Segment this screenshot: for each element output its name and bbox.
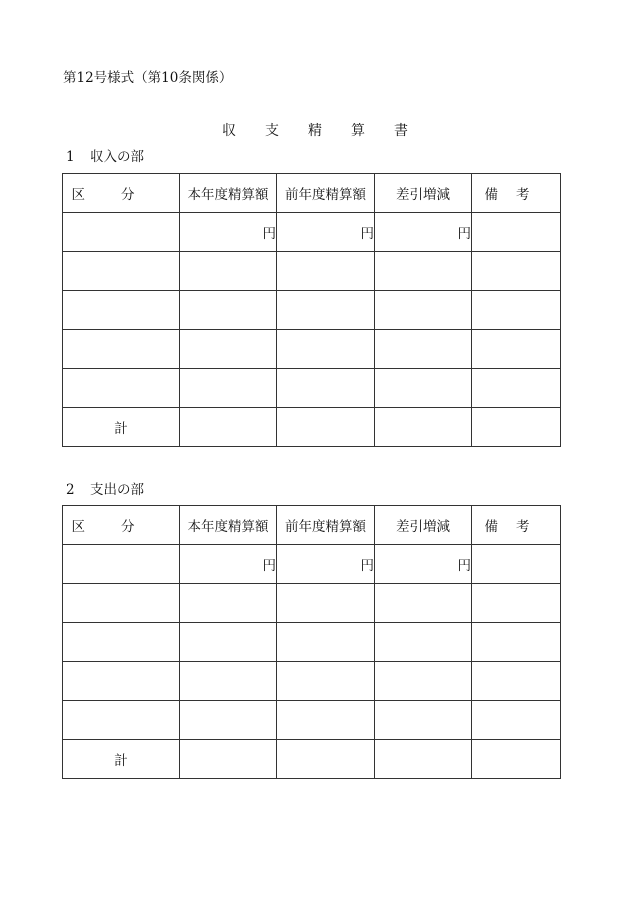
expense-cell-previous-amount[interactable] [277, 662, 375, 701]
expense-cell-current-amount[interactable] [180, 545, 277, 584]
expense-cell-current-amount[interactable] [180, 584, 277, 623]
expense-total-current-amount[interactable] [180, 740, 277, 779]
expense-cell-difference[interactable] [375, 662, 472, 701]
header-category: 区分 [63, 174, 180, 213]
income-cell-current-amount[interactable] [180, 213, 277, 252]
income-cell-current-amount[interactable] [180, 252, 277, 291]
header-notes: 備考 [472, 174, 561, 213]
income-cell-previous-amount[interactable] [277, 291, 375, 330]
expense-table [62, 505, 561, 779]
expense-row-1 [63, 545, 561, 584]
expense-cell-category[interactable] [63, 545, 180, 584]
expense-cell-previous-amount[interactable] [277, 584, 375, 623]
income-cell-current-amount[interactable] [180, 369, 277, 408]
income-cell-difference[interactable] [375, 291, 472, 330]
income-cell-difference[interactable] [375, 252, 472, 291]
expense-section-number: 2 [66, 482, 75, 498]
income-cell-category[interactable] [63, 291, 180, 330]
header-difference: 差引増減 [375, 174, 472, 213]
income-cell-difference[interactable] [375, 330, 472, 369]
income-cell-difference[interactable] [375, 369, 472, 408]
yen-unit: 円 [457, 558, 471, 574]
expense-cell-notes[interactable] [472, 545, 561, 584]
expense-cell-notes[interactable] [472, 584, 561, 623]
income-total-label: 計 [63, 408, 180, 447]
income-total-row [63, 408, 561, 447]
income-total-difference[interactable] [375, 408, 472, 447]
income-cell-category[interactable] [63, 252, 180, 291]
income-cell-current-amount[interactable] [180, 330, 277, 369]
income-cell-previous-amount[interactable] [277, 330, 375, 369]
income-row-1 [63, 213, 561, 252]
income-section-label: 収入の部 [90, 149, 144, 165]
expense-total-row [63, 740, 561, 779]
yen-unit: 円 [262, 226, 276, 242]
yen-unit: 円 [360, 558, 374, 574]
income-section-number: 1 [66, 149, 75, 165]
income-cell-previous-amount[interactable] [277, 369, 375, 408]
header-category: 区分 [63, 506, 180, 545]
income-row-4 [63, 330, 561, 369]
expense-cell-current-amount[interactable] [180, 623, 277, 662]
expense-cell-category[interactable] [63, 701, 180, 740]
expense-section-heading [66, 478, 144, 498]
income-section-heading [66, 145, 144, 165]
expense-row-3 [63, 623, 561, 662]
expense-cell-difference[interactable] [375, 584, 472, 623]
income-cell-notes[interactable] [472, 252, 561, 291]
income-cell-previous-amount[interactable] [277, 213, 375, 252]
yen-unit: 円 [360, 226, 374, 242]
income-cell-previous-amount[interactable] [277, 252, 375, 291]
header-notes: 備考 [472, 506, 561, 545]
expense-cell-difference[interactable] [375, 545, 472, 584]
income-cell-notes[interactable] [472, 369, 561, 408]
expense-cell-previous-amount[interactable] [277, 545, 375, 584]
expense-row-2 [63, 584, 561, 623]
expense-section-label: 支出の部 [90, 482, 144, 498]
header-current-amount: 本年度精算額 [180, 174, 277, 213]
expense-cell-category[interactable] [63, 662, 180, 701]
income-cell-notes[interactable] [472, 291, 561, 330]
expense-cell-category[interactable] [63, 623, 180, 662]
expense-cell-category[interactable] [63, 584, 180, 623]
income-cell-category[interactable] [63, 213, 180, 252]
income-total-current-amount[interactable] [180, 408, 277, 447]
expense-total-notes[interactable] [472, 740, 561, 779]
expense-total-label: 計 [63, 740, 180, 779]
expense-cell-notes[interactable] [472, 701, 561, 740]
expense-cell-difference[interactable] [375, 623, 472, 662]
expense-cell-previous-amount[interactable] [277, 701, 375, 740]
income-cell-notes[interactable] [472, 330, 561, 369]
income-cell-difference[interactable] [375, 213, 472, 252]
expense-cell-current-amount[interactable] [180, 662, 277, 701]
income-row-5 [63, 369, 561, 408]
income-header-row [63, 174, 561, 213]
header-previous-amount: 前年度精算額 [277, 506, 375, 545]
expense-cell-notes[interactable] [472, 623, 561, 662]
expense-total-previous-amount[interactable] [277, 740, 375, 779]
header-previous-amount: 前年度精算額 [277, 174, 375, 213]
income-cell-category[interactable] [63, 369, 180, 408]
header-current-amount: 本年度精算額 [180, 506, 277, 545]
header-difference: 差引増減 [375, 506, 472, 545]
income-table [62, 173, 561, 447]
expense-cell-notes[interactable] [472, 662, 561, 701]
expense-cell-current-amount[interactable] [180, 701, 277, 740]
expense-header-row [63, 506, 561, 545]
document-title: 収支精算書 [222, 123, 437, 139]
expense-cell-previous-amount[interactable] [277, 623, 375, 662]
yen-unit: 円 [262, 558, 276, 574]
expense-total-difference[interactable] [375, 740, 472, 779]
form-number: 第12号様式（第10条関係） [63, 70, 233, 86]
income-row-3 [63, 291, 561, 330]
income-cell-category[interactable] [63, 330, 180, 369]
income-cell-current-amount[interactable] [180, 291, 277, 330]
income-total-previous-amount[interactable] [277, 408, 375, 447]
expense-row-5 [63, 701, 561, 740]
income-total-notes[interactable] [472, 408, 561, 447]
yen-unit: 円 [457, 226, 471, 242]
expense-cell-difference[interactable] [375, 701, 472, 740]
income-cell-notes[interactable] [472, 213, 561, 252]
income-row-2 [63, 252, 561, 291]
expense-row-4 [63, 662, 561, 701]
